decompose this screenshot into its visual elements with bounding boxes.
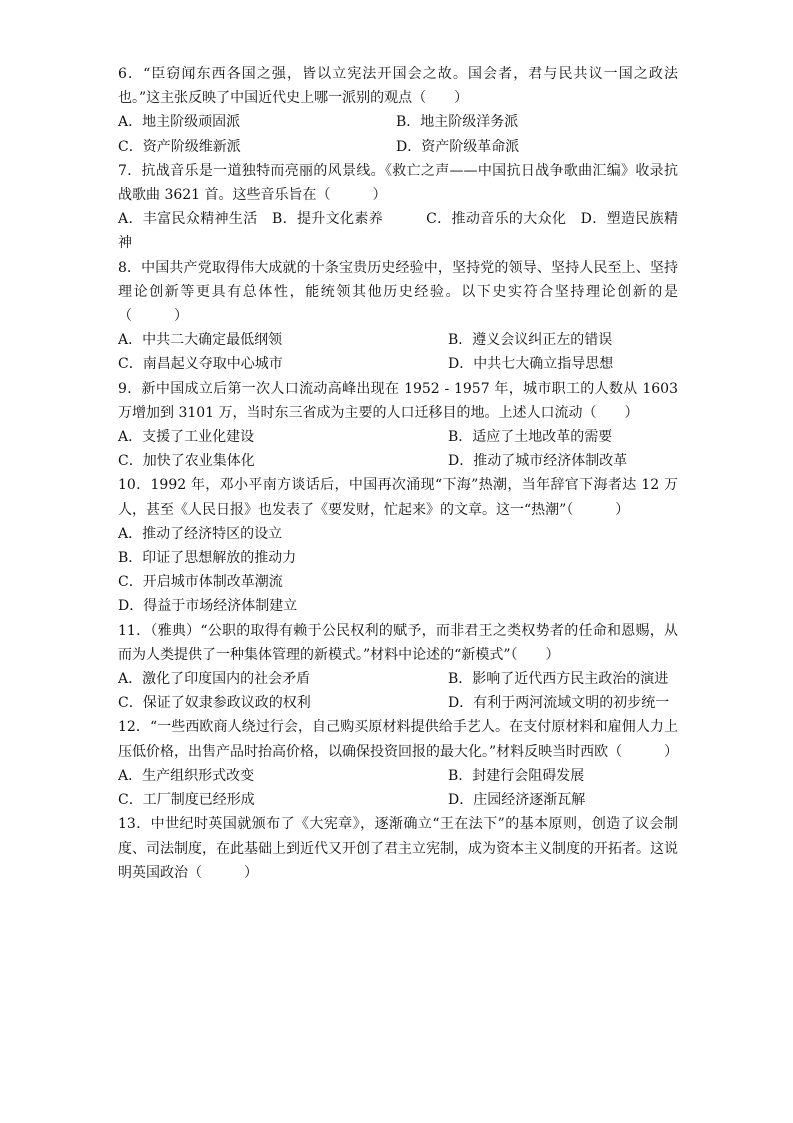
option-d[interactable]: D．中共七大确立指导思想 (448, 356, 614, 373)
option-a[interactable]: A．支援了工业化建设 (118, 429, 255, 446)
question-11 (118, 619, 678, 716)
option-a[interactable]: A．推动了经济特区的设立 (118, 525, 283, 542)
option-c[interactable]: C．南昌起义夺取中心城市 (118, 356, 283, 373)
question-stem: 6．“臣窃闻东西各国之强，皆以立宪法开国会之故。国会者，君与民共议一国之政法也。”这主张反映了中国近代史上哪一派别的观点（ ） (118, 66, 678, 107)
option-d[interactable]: D．资产阶级革命派 (396, 138, 520, 155)
option-d[interactable]: D．推动了城市经济体制改革 (448, 453, 628, 470)
question-stem: 8．中国共产党取得伟大成就的十条宝贵历史经验中，坚持党的领导、坚持人民至上、坚持理论创新等更具有总体性，能统领其他历史经验。以下史实符合坚持理论创新的是（ ） (118, 259, 678, 325)
options-line[interactable]: A．丰富民众精神生活 B．提升文化素养 C．推动音乐的大众化 D．塑造民族精神 (118, 211, 678, 252)
option-b[interactable]: B．封建行会阻碍发展 (448, 767, 585, 784)
option-c[interactable]: C．开启城市体制改革潮流 (118, 574, 283, 591)
question-stem: 13．中世纪时英国就颁布了《大宪章》，逐渐确立“王在法下”的基本原则，创造了议会制度、司法制度，在此基础上到近代又开创了君主立宪制，成为资本主义制度的开拓者。这说明英国政治（ ） (118, 816, 678, 881)
question-7 (118, 159, 678, 256)
option-b[interactable]: B．适应了土地改革的需要 (448, 429, 613, 446)
option-a[interactable]: A．生产组织形式改变 (118, 767, 255, 784)
option-c[interactable]: C．加快了农业集体化 (118, 453, 255, 470)
question-8 (118, 256, 678, 377)
options (118, 764, 678, 812)
options (118, 328, 678, 376)
option-d[interactable]: D．有利于两河流域文明的初步统一 (448, 695, 670, 712)
option-b[interactable]: B．影响了近代西方民主政治的演进 (448, 671, 669, 688)
options (118, 522, 678, 619)
options (118, 667, 678, 715)
option-c[interactable]: C．工厂制度已经形成 (118, 792, 255, 809)
question-stem: 11．（雅典）“公职的取得有赖于公民权利的赋予，而非君王之类权势者的任命和恩赐，从而为人类提供了一种集体管理的新模式。”材料中论述的“新模式”（ ） (118, 622, 678, 663)
question-10 (118, 473, 678, 618)
options (118, 425, 678, 473)
question-9 (118, 377, 678, 474)
option-c[interactable]: C．资产阶级维新派 (118, 138, 241, 155)
option-a[interactable]: A．激化了印度国内的社会矛盾 (118, 671, 311, 688)
option-d[interactable]: D．庄园经济逐渐瓦解 (448, 792, 586, 809)
option-a[interactable]: A．中共二大确定最低纲领 (118, 332, 283, 349)
option-d[interactable]: D．得益于市场经济体制建立 (118, 598, 298, 615)
question-6 (118, 62, 678, 159)
option-b[interactable]: B．印证了思想解放的推动力 (118, 550, 297, 567)
option-a[interactable]: A．地主阶级顽固派 (118, 114, 241, 131)
option-b[interactable]: B．遵义会议纠正左的错误 (448, 332, 613, 349)
exam-page (118, 62, 678, 885)
question-12 (118, 715, 678, 812)
question-stem: 12．“一些西欧商人绕过行会，自己购买原材料提供给手艺人。在支付原材料和雇佣人力上压低价格，出售产品时抬高价格，以确保投资回报的最大化。”材料反映当时西欧（ ） (118, 719, 679, 760)
question-13 (118, 812, 678, 885)
question-stem: 9．新中国成立后第一次人口流动高峰出现在 1952 - 1957 年，城市职工的人数从 1603 万增加到 3101 万，当时东三省成为主要的人口迁移目的地。上述人口流动（ ） (118, 380, 678, 421)
question-stem: 10．1992 年，邓小平南方谈话后，中国再次涌现“下海”热潮，当年辞官下海者达 12 万人，甚至《人民日报》也发表了《要发财，忙起来》的文章。这一“热潮”（ ） (118, 477, 678, 518)
option-c[interactable]: C．保证了奴隶参政议政的权利 (118, 695, 311, 712)
question-stem: 7．抗战音乐是一道独特而亮丽的风景线。《救亡之声——中国抗日战争歌曲汇编》收录抗战歌曲 3621 首。这些音乐旨在（ ） (118, 162, 678, 204)
options (118, 110, 678, 158)
option-b[interactable]: B．地主阶级洋务派 (396, 114, 519, 131)
